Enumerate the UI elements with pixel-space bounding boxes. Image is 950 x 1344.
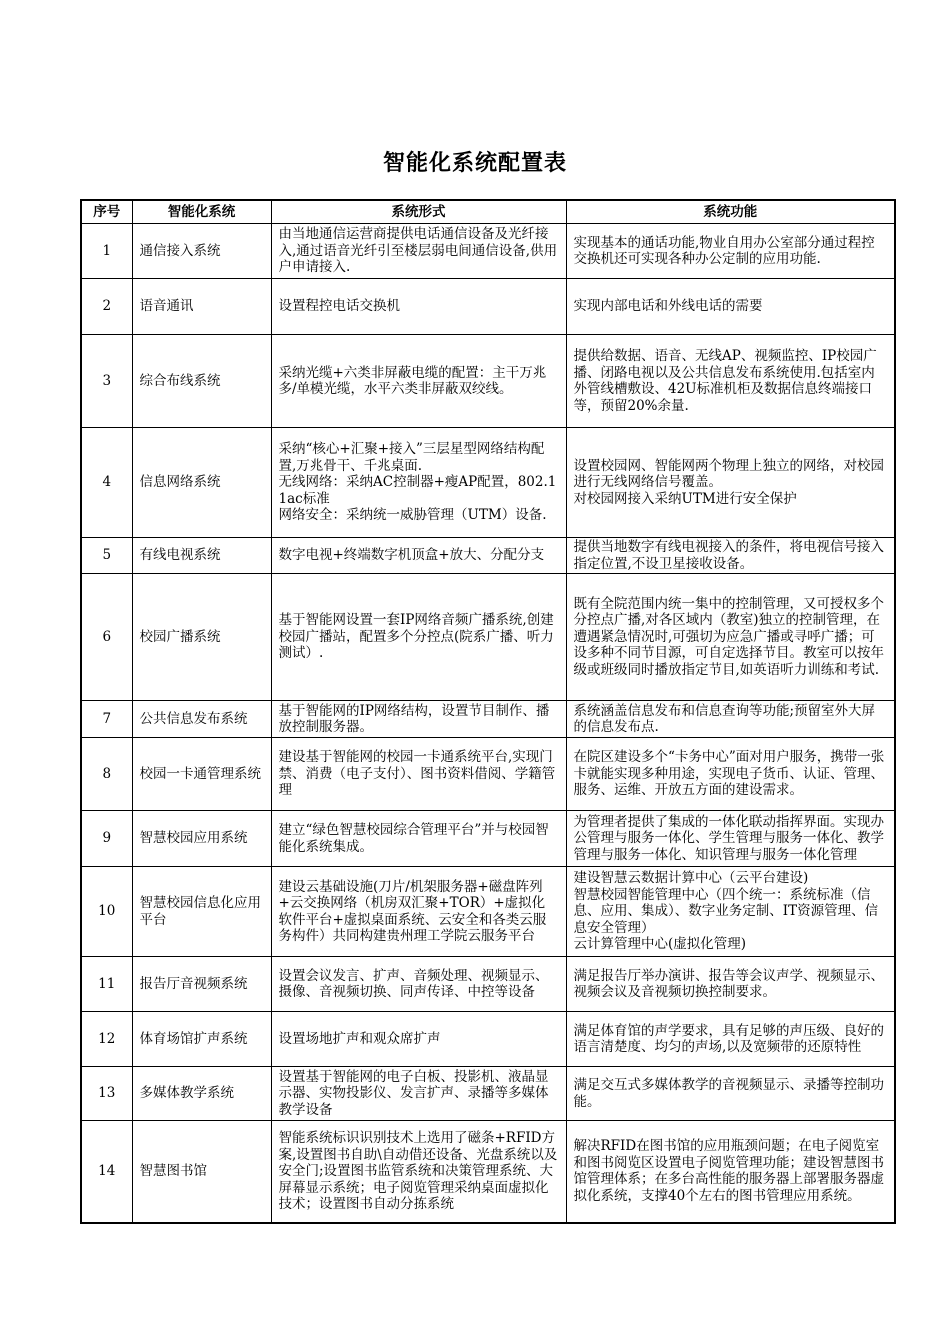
row-number: 8 (81, 738, 132, 811)
system-form: 建立“绿色智慧校园综合管理平台”并与校园智能化系统集成。 (271, 811, 566, 867)
system-form: 设置场地扩声和观众席扩声 (271, 1012, 566, 1067)
system-form: 基于智能网的IP网络结构，设置节目制作、播放控制服务器。 (271, 701, 566, 738)
table-body (81, 224, 895, 1223)
table-row (81, 1067, 895, 1121)
table-row (81, 867, 895, 957)
system-function: 在院区建设多个“卡务中心”面对用户服务，携带一张卡就能实现多种用途，实现电子货币、认证、管理、服务、运维、开放五方面的建设需求。 (566, 738, 895, 811)
system-function: 系统涵盖信息发布和信息查询等功能;预留室外大屏的信息发布点. (566, 701, 895, 738)
system-function: 满足体育馆的声学要求，具有足够的声压级、良好的语言清楚度、均匀的声场,以及宽频带的还原特性 (566, 1012, 895, 1067)
system-form: 设置会议发言、扩声、音频处理、视频显示、摄像、音视频切换、同声传译、中控等设备 (271, 957, 566, 1012)
table-row (81, 1121, 895, 1223)
system-form: 智能系统标识识别技术上选用了磁条+RFID方案,设置图书自助\自动借还设备、光盘系统以及安全门;设置图书监管系统和决策管理系统、大屏幕显示系统；电子阅览管理采纳桌面虚拟化技术；设置图书自动分拣系统 (271, 1121, 566, 1223)
row-number: 10 (81, 867, 132, 957)
system-name: 体育场馆扩声系统 (132, 1012, 271, 1067)
table-row (81, 811, 895, 867)
header-form: 系统形式 (271, 200, 566, 224)
row-number: 6 (81, 574, 132, 701)
system-function: 实现内部电话和外线电话的需要 (566, 279, 895, 335)
system-name: 校园广播系统 (132, 574, 271, 701)
system-form: 基于智能网设置一套IP网络音频广播系统,创建校园广播站，配置多个分控点(院系广播、听力测试）. (271, 574, 566, 701)
system-function: 提供当地数字有线电视接入的条件，将电视信号接入指定位置,不设卫星接收设备。 (566, 538, 895, 574)
system-function: 建设智慧云数据计算中心（云平台建设) 智慧校园智能管理中心（四个统一：系统标准（信息、应用、集成）、数字业务定制、IT资源管理、信息安全管理） 云计算管理中心(虚拟化管理) (566, 867, 895, 957)
system-function: 实现基本的通话功能,物业自用办公室部分通过程控交换机还可实现各种办公定制的应用功能. (566, 224, 895, 279)
header-system: 智能化系统 (132, 200, 271, 224)
system-name: 综合布线系统 (132, 335, 271, 428)
table-row (81, 224, 895, 279)
system-function: 提供给数据、语音、无线AP、视频监控、IP校园广播、闭路电视以及公共信息发布系统使用.包括室内外管线槽敷设、42U标准机柜及数据信息终端接口等，预留20%余量. (566, 335, 895, 428)
row-number: 14 (81, 1121, 132, 1223)
system-name: 智慧图书馆 (132, 1121, 271, 1223)
table-row (81, 1012, 895, 1067)
header-no: 序号 (81, 200, 132, 224)
row-number: 3 (81, 335, 132, 428)
system-function: 满足报告厅举办演讲、报告等会议声学、视频显示、视频会议及音视频切换控制要求。 (566, 957, 895, 1012)
system-name: 公共信息发布系统 (132, 701, 271, 738)
system-name: 通信接入系统 (132, 224, 271, 279)
table-row (81, 428, 895, 538)
page-title: 智能化系统配置表 (382, 151, 567, 176)
system-name: 报告厅音视频系统 (132, 957, 271, 1012)
system-name: 语音通讯 (132, 279, 271, 335)
row-number: 13 (81, 1067, 132, 1121)
system-form: 采纳“核心+汇聚+接入”三层星型网络结构配置,万兆骨干、千兆桌面. 无线网络：采纳AC控制器+瘦AP配置，802.11ac标准 网络安全：采纳统一威胁管理（UTM）设备. (271, 428, 566, 538)
row-number: 2 (81, 279, 132, 335)
system-form: 建设基于智能网的校园一卡通系统平台,实现门禁、消费（电子支付）、图书资料借阅、学籍管理 (271, 738, 566, 811)
system-name: 多媒体教学系统 (132, 1067, 271, 1121)
row-number: 12 (81, 1012, 132, 1067)
table-row (81, 538, 895, 574)
table-row (81, 701, 895, 738)
system-function: 满足交互式多媒体教学的音视频显示、录播等控制功能。 (566, 1067, 895, 1121)
header-function: 系统功能 (566, 200, 895, 224)
table-row (81, 738, 895, 811)
system-form: 数字电视+终端数字机顶盒+放大、分配分支 (271, 538, 566, 574)
system-name: 智慧校园信息化应用平台 (132, 867, 271, 957)
system-function: 既有全院范围内统一集中的控制管理，又可授权多个分控点广播,对各区域内（教室)独立的控制管理，在遭遇紧急情况时,可强切为应急广播或寻呼广播；可设多种不同节目源，可自定选择节目。教室可以按年级或班级同时播放指定节目,如英语听力训练和考试. (566, 574, 895, 701)
row-number: 9 (81, 811, 132, 867)
table-row (81, 574, 895, 701)
system-function: 设置校园网、智能网两个物理上独立的网络，对校园进行无线网络信号覆盖。 对校园网接入采纳UTM进行安全保护 (566, 428, 895, 538)
system-form: 建设云基础设施(刀片/机架服务器+磁盘阵列+云交换网络（机房双汇聚+TOR）+虚拟化软件平台+虚拟桌面系统、云安全和各类云服务构件）共同构建贵州理工学院云服务平台 (271, 867, 566, 957)
config-table (80, 199, 896, 1224)
row-number: 4 (81, 428, 132, 538)
system-form: 采纳光缆+六类非屏蔽电缆的配置：主干万兆多/单模光缆，水平六类非屏蔽双绞线。 (271, 335, 566, 428)
system-function: 解决RFID在图书馆的应用瓶颈问题；在电子阅览室和图书阅览区设置电子阅览管理功能；建设智慧图书馆管理体系；在多台高性能的服务器上部署服务器虚拟化系统，支撑40个左右的图书管理应用系统。 (566, 1121, 895, 1223)
row-number: 11 (81, 957, 132, 1012)
system-function: 为管理者提供了集成的一体化联动指挥界面。实现办公管理与服务一体化、学生管理与服务一体化、教学管理与服务一体化、知识管理与服务一体化管理 (566, 811, 895, 867)
system-name: 有线电视系统 (132, 538, 271, 574)
table-header-row (81, 200, 895, 224)
row-number: 7 (81, 701, 132, 738)
system-form: 设置基于智能网的电子白板、投影机、液晶显示器、实物投影仪、发言扩声、录播等多媒体教学设备 (271, 1067, 566, 1121)
system-name: 智慧校园应用系统 (132, 811, 271, 867)
row-number: 1 (81, 224, 132, 279)
table-row (81, 957, 895, 1012)
system-form: 由当地通信运营商提供电话通信设备及光纤接入,通过语音光纤引至楼层弱电间通信设备,供用户申请接入. (271, 224, 566, 279)
system-name: 信息网络系统 (132, 428, 271, 538)
system-form: 设置程控电话交换机 (271, 279, 566, 335)
table-row (81, 335, 895, 428)
table-row (81, 279, 895, 335)
system-name: 校园一卡通管理系统 (132, 738, 271, 811)
row-number: 5 (81, 538, 132, 574)
